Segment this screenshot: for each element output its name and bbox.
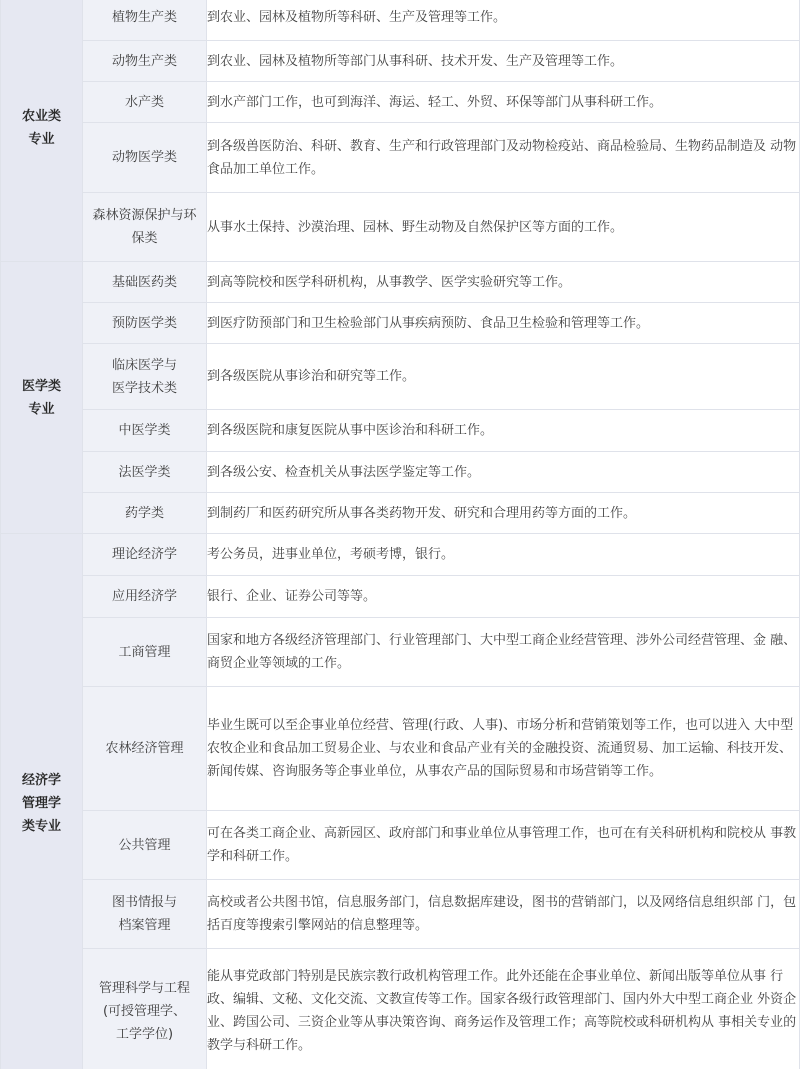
table-row — [1, 880, 800, 949]
subcategory-label: 药学类 — [124, 505, 164, 521]
subcategory-label: 植物生产类 — [111, 10, 177, 25]
description-text: 到农业、园林及植物所等科研、生产及管理等工作。 — [207, 10, 507, 25]
subcategory-cell — [83, 534, 207, 576]
table-row — [1, 949, 800, 1069]
table-row — [1, 687, 800, 811]
description-cell — [207, 618, 800, 687]
subcategory-cell — [83, 193, 207, 262]
subcategory-cell — [83, 41, 207, 82]
table-row — [1, 452, 800, 493]
table-row — [1, 262, 800, 303]
description-text: 到各级兽医防治、科研、教育、生产和行政管理部门及动物检疫站、商品检验局、生物药品制造及 动物食品加工单位工作。 — [207, 138, 797, 177]
subcategory-cell — [83, 452, 207, 493]
description-text: 到高等院校和医学科研机构，从事教学、医学实验研究等工作。 — [207, 274, 572, 290]
subcategory-label: 农林经济管理 — [105, 741, 184, 756]
subcategory-cell — [83, 687, 207, 811]
description-cell — [207, 344, 800, 410]
table-row — [1, 811, 800, 880]
category-label: 经济学 管理学 类专业 — [21, 773, 61, 834]
subcategory-cell — [83, 303, 207, 344]
category-label: 医学类 专业 — [21, 378, 61, 417]
table-row — [1, 618, 800, 687]
category-cell — [1, 0, 83, 262]
subcategory-label: 森林资源保护与环 保类 — [92, 208, 197, 246]
table-row — [1, 82, 800, 123]
description-cell — [207, 123, 800, 193]
description-text: 到各级医院从事诊治和研究等工作。 — [207, 369, 416, 384]
description-cell — [207, 0, 800, 41]
category-cell — [1, 534, 83, 1069]
table-row — [1, 534, 800, 576]
description-cell — [207, 811, 800, 880]
description-cell — [207, 410, 800, 452]
subcategory-cell — [83, 123, 207, 193]
subcategory-cell — [83, 576, 207, 618]
subcategory-label: 理论经济学 — [111, 547, 177, 562]
subcategory-cell — [83, 811, 207, 880]
subcategory-label: 水产类 — [124, 94, 164, 110]
subcategory-label: 基础医药类 — [111, 274, 177, 290]
description-cell — [207, 193, 800, 262]
subcategory-cell — [83, 262, 207, 303]
description-cell — [207, 452, 800, 493]
subcategory-cell — [83, 618, 207, 687]
subcategory-cell — [83, 493, 207, 534]
subcategory-cell — [83, 82, 207, 123]
description-cell — [207, 41, 800, 82]
description-cell — [207, 303, 800, 344]
subcategory-cell — [83, 410, 207, 452]
description-text: 到水产部门工作，也可到海洋、海运、轻工、外贸、环保等部门从事科研工作。 — [207, 94, 663, 110]
table-row — [1, 193, 800, 262]
table-row — [1, 0, 800, 41]
subcategory-label: 法医学类 — [118, 464, 171, 480]
description-text: 到制药厂和医药研究所从事各类药物开发、研究和合理用药等方面的工作。 — [207, 505, 637, 521]
subcategory-cell — [83, 0, 207, 41]
table-row — [1, 576, 800, 618]
table-body — [1, 0, 800, 1069]
description-text: 可在各类工商企业、高新园区、政府部门和事业单位从事管理工作，也可在有关科研机构和院校从 事教学和科研工作。 — [207, 826, 797, 864]
subcategory-label: 管理科学与工程 (可授管理学、 工学学位) — [98, 980, 190, 1042]
subcategory-label: 预防医学类 — [111, 315, 177, 331]
description-cell — [207, 880, 800, 949]
description-text: 考公务员，进事业单位，考硕考博，银行。 — [207, 547, 455, 562]
description-text: 能从事党政部门特别是民族宗教行政机构管理工作。此外还能在企事业单位、新闻出版等单位从事 行政、编辑、文秘、文化交流、文教宣传等工作。国家各级行政管理部门、国内外大中型工商企业 外资企业、跨国公司、三资企业等从事决策咨询、商务运作及管理工作；高等院校或科研机构从 事相关专业的教学与科研工作。 — [207, 969, 797, 1053]
description-text: 国家和地方各级经济管理部门、行业管理部门、大中型工商企业经营管理、涉外公司经营管理、金 融、商贸企业等领域的工作。 — [207, 633, 797, 671]
table-row — [1, 344, 800, 410]
table-row — [1, 303, 800, 344]
category-label: 农业类 专业 — [21, 109, 61, 147]
category-cell — [1, 262, 83, 534]
subcategory-label: 动物生产类 — [111, 53, 177, 69]
table-row — [1, 41, 800, 82]
subcategory-label: 应用经济学 — [111, 589, 177, 604]
description-cell — [207, 949, 800, 1069]
subcategory-label: 动物医学类 — [111, 150, 177, 165]
description-cell — [207, 82, 800, 123]
description-text: 高校或者公共图书馆，信息服务部门，信息数据库建设，图书的营销部门，以及网络信息组织部 门，包括百度等搜索引擎网站的信息整理等。 — [207, 895, 797, 933]
subcategory-label: 临床医学与 医学技术类 — [111, 357, 177, 396]
description-text: 从事水土保持、沙漠治理、园林、野生动物及自然保护区等方面的工作。 — [207, 219, 624, 235]
description-cell — [207, 687, 800, 811]
table-row — [1, 123, 800, 193]
subcategory-label: 中医学类 — [118, 423, 171, 438]
description-cell — [207, 262, 800, 303]
subcategory-label: 公共管理 — [118, 837, 171, 853]
subcategory-label: 工商管理 — [118, 644, 171, 660]
description-text: 银行、企业、证券公司等等。 — [207, 589, 377, 604]
subcategory-cell — [83, 949, 207, 1069]
description-cell — [207, 576, 800, 618]
table-row — [1, 410, 800, 452]
description-text: 毕业生既可以至企事业单位经营、管理(行政、人事)、市场分析和营销策划等工作，也可以进入 大中型农牧企业和食品加工贸易企业、与农业和食品产业有关的金融投资、流通贸易、加工运输、科技开发、新闻传媒、咨询服务等企事业单位，从事农产品的国际贸易和市场营销等工作。 — [207, 718, 794, 779]
subcategory-label: 图书情报与 档案管理 — [111, 895, 177, 933]
description-cell — [207, 534, 800, 576]
subcategory-cell — [83, 880, 207, 949]
description-text: 到农业、园林及植物所等部门从事科研、技术开发、生产及管理等工作。 — [207, 53, 624, 69]
description-text: 到各级公安、检查机关从事法医学鉴定等工作。 — [207, 464, 481, 480]
description-cell — [207, 493, 800, 534]
description-text: 到医疗防预部门和卫生检验部门从事疾病预防、食品卫生检验和管理等工作。 — [207, 315, 650, 331]
table-row — [1, 493, 800, 534]
subcategory-cell — [83, 344, 207, 410]
description-text: 到各级医院和康复医院从事中医诊治和科研工作。 — [207, 423, 494, 438]
